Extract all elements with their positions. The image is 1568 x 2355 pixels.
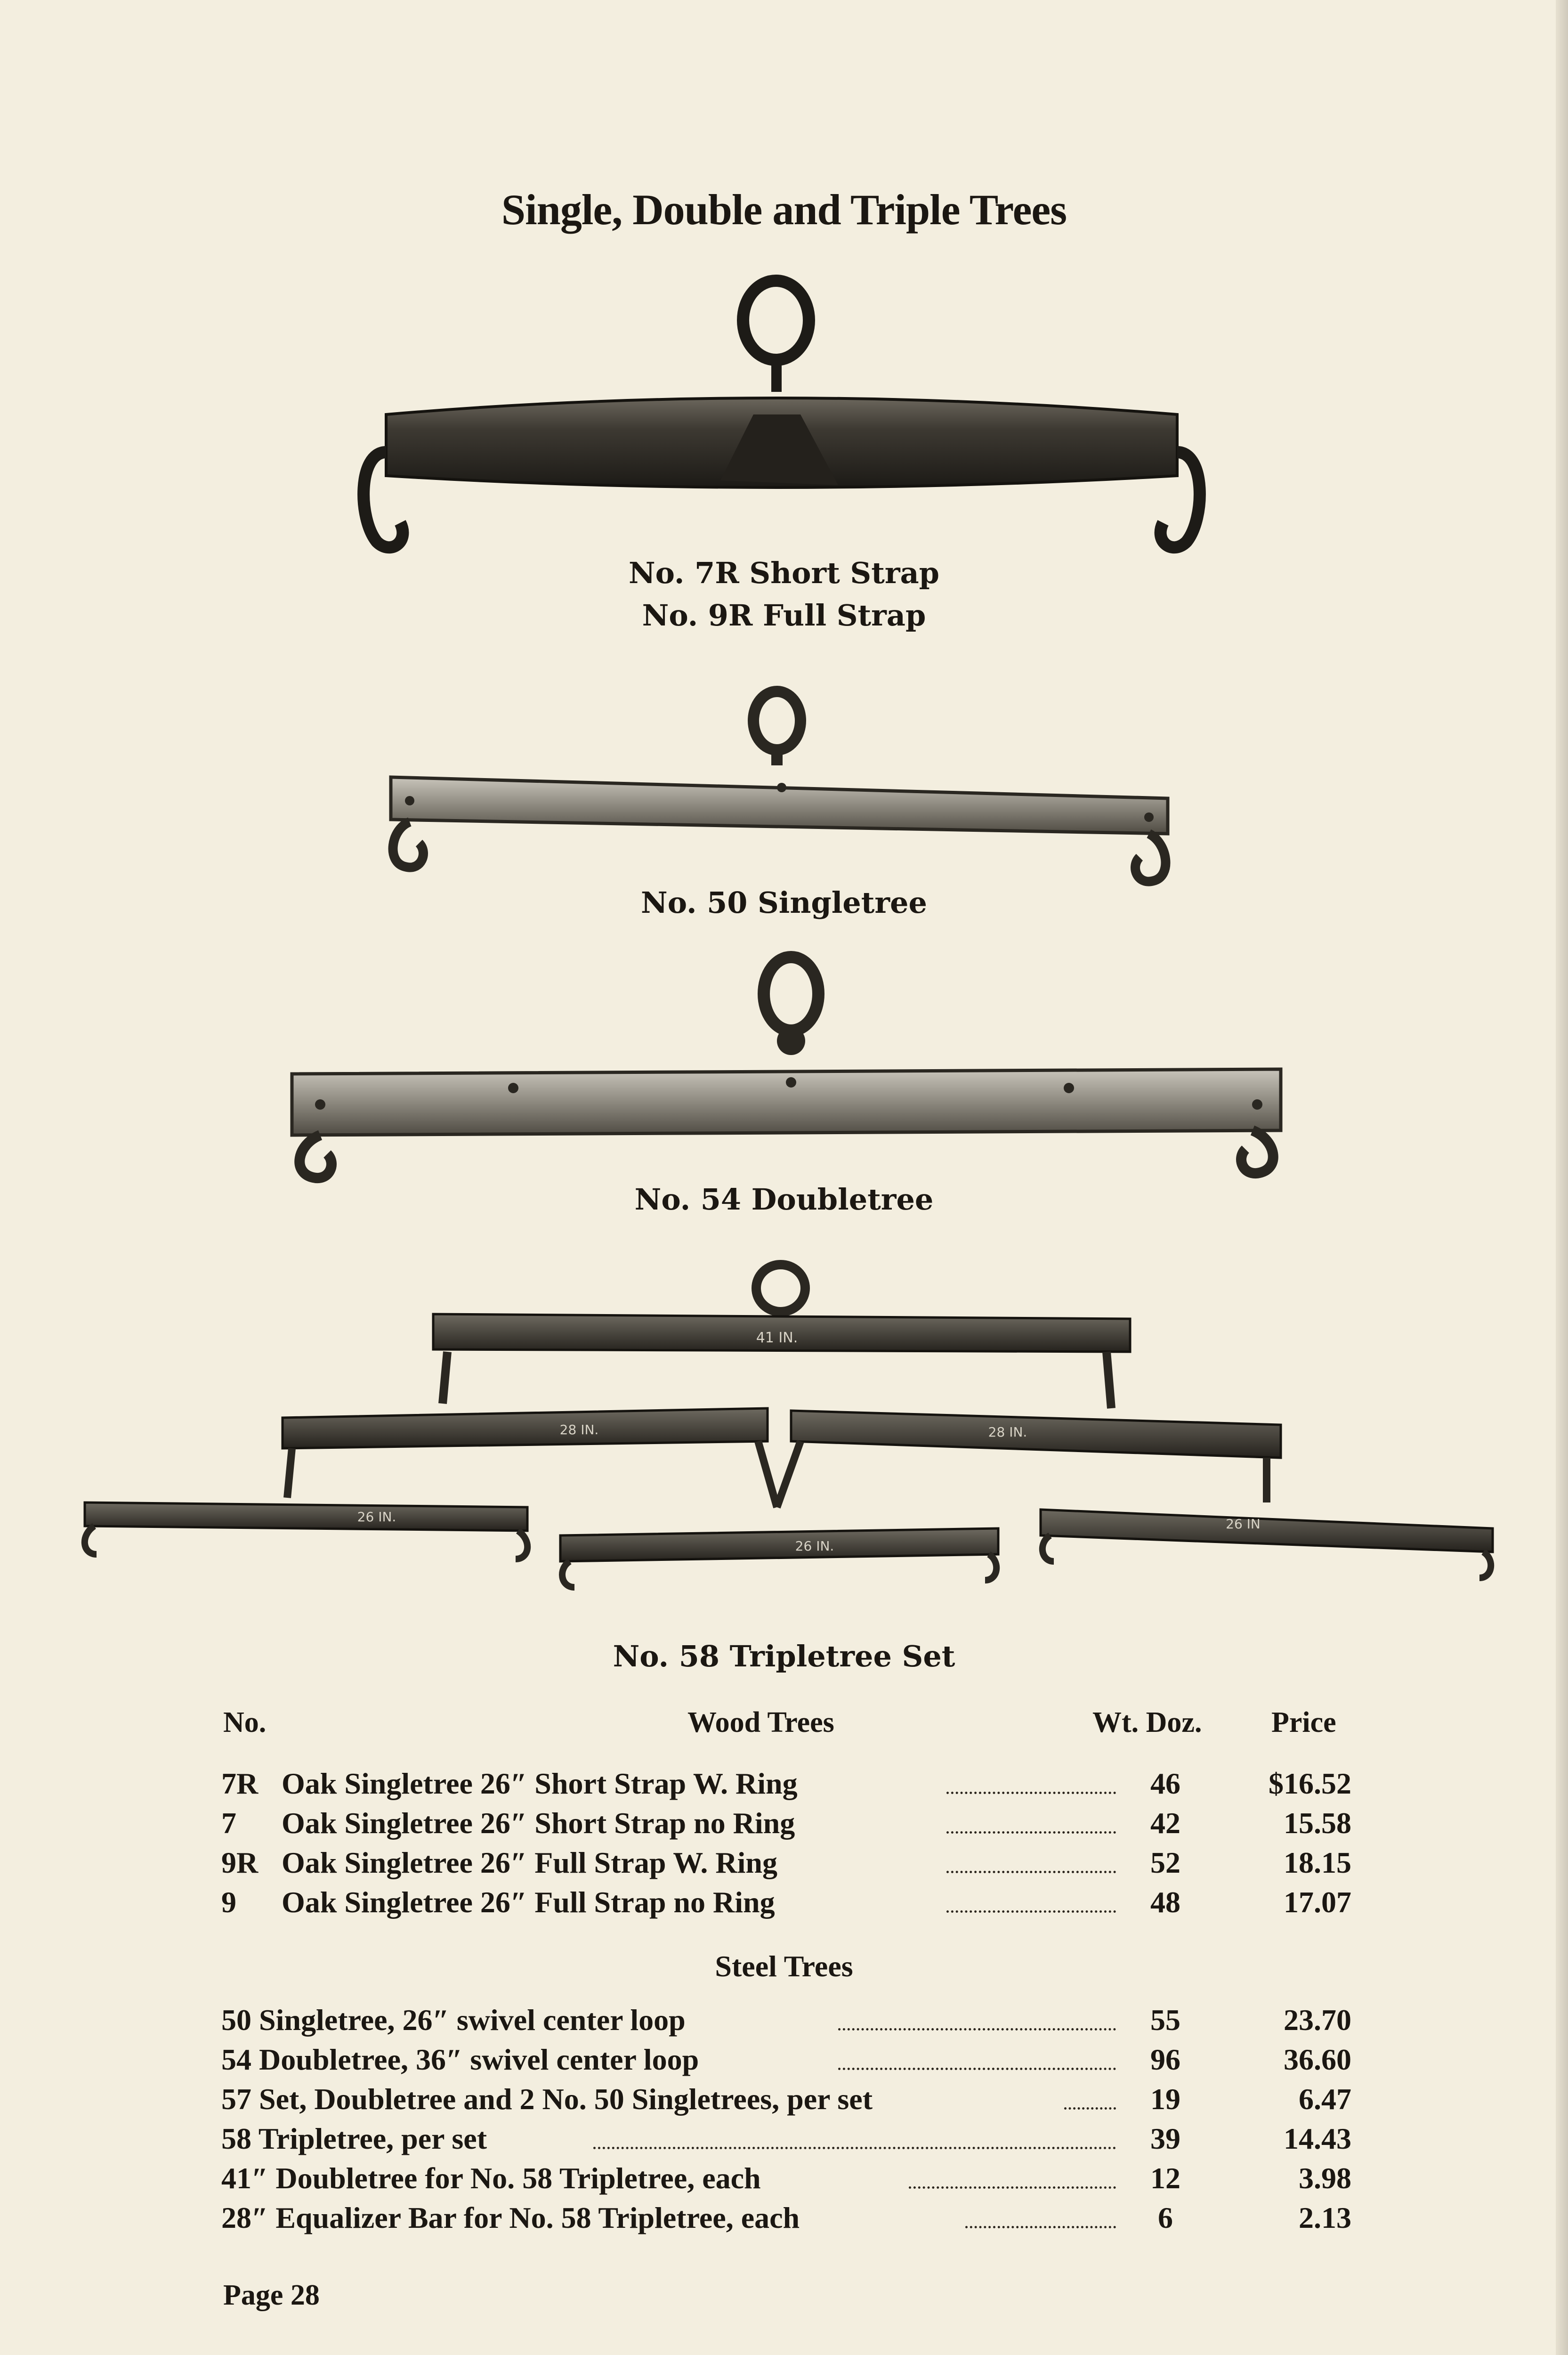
item-number: 9 (221, 1885, 236, 1919)
item-description: 50 Singletree, 26″ swivel center loop (221, 2003, 686, 2037)
item-price: 6.47 (1299, 2082, 1351, 2116)
table-row (221, 1766, 1351, 1804)
header-wood-trees: Wood Trees (687, 1706, 834, 1738)
item-number: 7 (221, 1806, 236, 1840)
bar-label-26-center: 26 IN. (795, 1538, 834, 1554)
dot-leader (946, 1910, 1116, 1913)
item-price: 18.15 (1284, 1846, 1351, 1879)
table-row (221, 2161, 1351, 2199)
item-weight: 52 (1150, 1846, 1180, 1879)
dot-leader (593, 2147, 1116, 2149)
dot-leader (946, 1792, 1116, 1794)
item-price: 17.07 (1284, 1885, 1351, 1919)
table-row (221, 1845, 1351, 1883)
oak-singletree-illustration (364, 281, 1200, 547)
table-row (221, 2082, 1351, 2120)
item-description: Oak Singletree 26″ Full Strap no Ring (282, 1885, 775, 1919)
item-weight: 42 (1150, 1806, 1180, 1840)
steel-trees-heading: Steel Trees (715, 1949, 853, 1983)
bar-label-28-right: 28 IN. (988, 1424, 1027, 1440)
item-price: 3.98 (1299, 2161, 1351, 2195)
item-price: $16.52 (1269, 1767, 1351, 1800)
dot-leader (946, 1831, 1116, 1834)
tripletree-set-illustration (85, 1265, 1493, 1587)
item-weight: 12 (1150, 2161, 1180, 2195)
item-weight: 6 (1158, 2201, 1173, 2234)
item-description: 58 Tripletree, per set (221, 2122, 487, 2155)
caption-doubletree: No. 54 Doubletree (634, 1182, 934, 1217)
item-description: Oak Singletree 26″ Full Strap W. Ring (282, 1846, 777, 1879)
item-price: 15.58 (1284, 1806, 1351, 1840)
dot-leader (909, 2186, 1116, 2189)
bar-label-26-left: 26 IN. (357, 1509, 396, 1525)
item-description: Oak Singletree 26″ Short Strap W. Ring (282, 1767, 798, 1800)
table-row (221, 1885, 1351, 1923)
item-description: 57 Set, Doubletree and 2 No. 50 Singletrees, per set (221, 2082, 873, 2116)
item-weight: 55 (1150, 2003, 1180, 2037)
steel-singletree-illustration (391, 691, 1168, 882)
item-description: 28″ Equalizer Bar for No. 58 Tripletree, each (221, 2201, 800, 2234)
table-row (221, 1806, 1351, 1843)
dot-leader (1064, 2107, 1116, 2110)
item-price: 2.13 (1299, 2201, 1351, 2234)
item-description: Oak Singletree 26″ Short Strap no Ring (282, 1806, 795, 1840)
caption-tripletree: No. 58 Tripletree Set (613, 1639, 955, 1673)
header-price: Price (1271, 1706, 1336, 1738)
item-weight: 48 (1150, 1885, 1180, 1919)
table-row (221, 2121, 1351, 2159)
header-no: No. (223, 1706, 267, 1738)
table-row (221, 2003, 1351, 2040)
caption-singletree: No. 50 Singletree (641, 885, 927, 920)
item-price: 14.43 (1284, 2122, 1351, 2155)
item-weight: 19 (1150, 2082, 1180, 2116)
item-price: 23.70 (1284, 2003, 1351, 2037)
table-row (221, 2042, 1351, 2080)
item-weight: 39 (1150, 2122, 1180, 2155)
item-price: 36.60 (1284, 2043, 1351, 2076)
page-number: Page 28 (223, 2279, 320, 2311)
dot-leader (965, 2226, 1116, 2228)
bar-label-26-right: 26 IN (1226, 1516, 1261, 1532)
caption-short-strap: No. 7R Short Strap (628, 556, 940, 590)
item-weight: 96 (1150, 2043, 1180, 2076)
item-number: 9R (221, 1846, 259, 1879)
bar-label-28-left: 28 IN. (559, 1422, 599, 1437)
item-weight: 46 (1150, 1767, 1180, 1800)
header-weight: Wt. Doz. (1092, 1706, 1202, 1738)
steel-doubletree-illustration (292, 957, 1281, 1178)
bar-label-41: 41 IN. (756, 1330, 798, 1346)
item-description: 54 Doubletree, 36″ swivel center loop (221, 2043, 699, 2076)
dot-leader (946, 1871, 1116, 1873)
page-title: Single, Double and Triple Trees (501, 186, 1067, 234)
caption-full-strap: No. 9R Full Strap (642, 598, 926, 633)
dot-leader (838, 2028, 1116, 2030)
dot-leader (838, 2068, 1116, 2070)
item-number: 7R (221, 1767, 259, 1800)
item-description: 41″ Doubletree for No. 58 Tripletree, each (221, 2161, 761, 2195)
table-row (221, 2201, 1351, 2238)
